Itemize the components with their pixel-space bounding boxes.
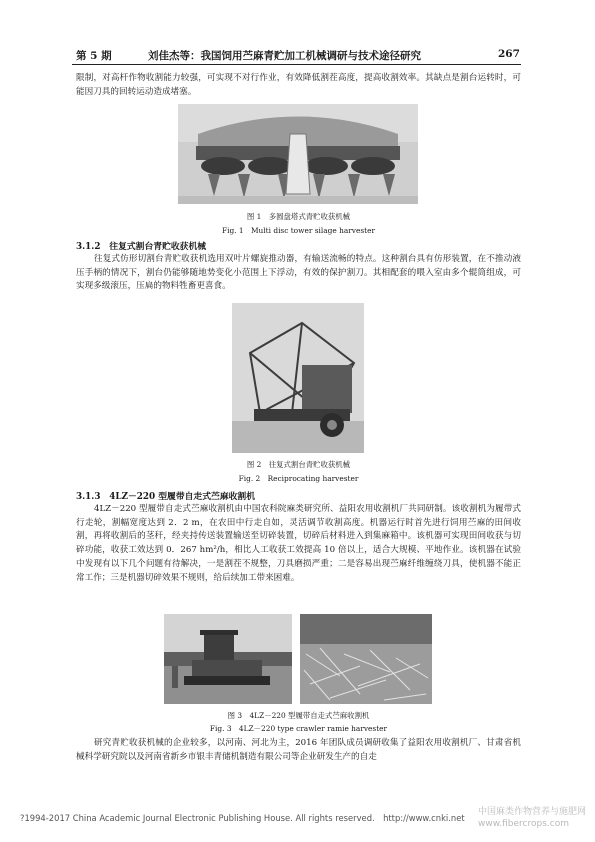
watermark (478, 806, 586, 830)
header-rule (72, 64, 521, 65)
paragraph-crawler-harvester: 4LZ－220 型履带自走式苎麻收割机由中国农科院麻类研究所、益阳农用收割机厂共同研制。该收割机为履带式行走轮，割幅宽度达到 2．2 m，在农田中行走自如，灵活调节收割高度。机器运行时首先进行饲用苎麻的田间收割，再将收割后的茎秆，经夹持传送装置输送至切碎装置，切碎后材料进入到集麻箱中。该机器可实现田间收获与切碎功能，收获工效达到 0．267 hm²/h，相比人工收获工效提高 10 倍以上，适合大规模、平地作业。该机器在试验中发现有以下几个问题有待解决，一是割茬不规整，刀具磨损严重；二是容易出现苎麻纤维缠绕刀具，使机器不能正常工作；三是机器切碎效果不规则，给后续加工带来困难。 (76, 504, 521, 583)
figure-3-image-right (300, 614, 432, 704)
figure-3-image-left (164, 614, 292, 704)
paragraph-reciprocating: 往复式仿形切割台青贮收获机选用双叶片螺旋推动器，有输送流畅的特点。这种割台具有仿形装置，在不推动液压手柄的情况下，割台仍能够随地势变化小范围上下浮动，有效的保护割刀。其相配套的喂入室由多个辊筒组成，可实现多级滚压，压扁的物料牲畜更喜食。 (76, 254, 521, 292)
figure-1-caption-cn: 图 1 多圆盘塔式青贮收获机械 (246, 212, 351, 221)
figure-2-caption-cn: 图 2 往复式割台青贮收获机械 (246, 460, 351, 469)
figure-1-image (178, 104, 418, 204)
copyright-footer: ?1994-2017 China Academic Journal Electronic Publishing House. All rights reserved. http://www.cnki.net (20, 813, 465, 823)
watermark-url: www.fibercrops.com (478, 819, 569, 829)
figure-2-image (232, 303, 364, 453)
section-heading-3-1-2: 3.1.2 往复式割台青贮收获机械 (76, 242, 207, 252)
figure-3-caption-en: Fig. 3 4LZ－220 type crawler ramie harvester (209, 724, 388, 733)
section-heading-3-1-3: 3.1.3 4LZ－220 型履带自走式苎麻收割机 (76, 492, 256, 502)
running-title: 刘佳杰等：我国饲用苎麻青贮加工机械调研与技术途径研究 (148, 50, 421, 62)
issue-number: 第 5 期 (76, 50, 112, 62)
figure-2-caption-en: Fig. 2 Reciprocating harvester (238, 474, 359, 483)
page-number: 267 (498, 48, 520, 60)
figure-1-caption-en: Fig. 1 Multi disc tower silage harvester (221, 226, 376, 235)
paragraph-continuation: 限制，对高杆作物收割能力较强，可实现不对行作业，有效降低割茬高度，提高收割效率。其缺点是割台运转时，可能因刀具的回转运动造成堵塞。 (76, 73, 521, 97)
watermark-title: 中国麻类作物营养与施肥网 (478, 807, 587, 817)
paragraph-enterprises: 研究青贮收获机械的企业较多，以河南、河北为主，2016 年团队成员调研收集了益阳农用收割机厂、甘肃省机械科学研究院以及河南省新乡市银丰青储机制造有限公司等企业研发生产的自走 (76, 738, 521, 762)
figure-3-caption-cn: 图 3 4LZ－220 型履带自走式苎麻收割机 (227, 711, 370, 720)
